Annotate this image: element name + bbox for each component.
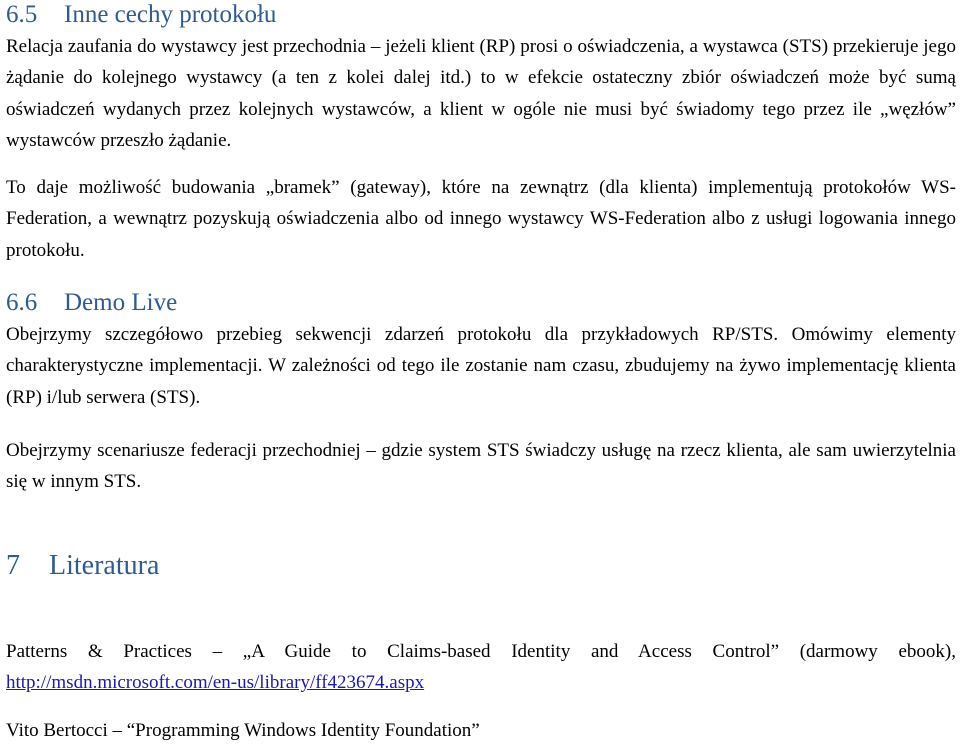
section-title: Inne cechy protokołu bbox=[64, 1, 277, 28]
section-number: 6.6 bbox=[6, 289, 38, 316]
section-heading-6-6 bbox=[6, 288, 177, 318]
section-heading-6-5 bbox=[6, 0, 276, 30]
reference-link-line bbox=[6, 667, 956, 698]
section-title: Demo Live bbox=[64, 289, 178, 316]
paragraph-demo-sequence: Obejrzymy szczegółowo przebieg sekwencji zdarzeń protokołu dla przykładowych RP/STS. Omówimy elementy charakterystyczne implementacji. W zależności od tego ile zostanie nam czasu, zbudujemy na żywo implementację klienta (RP) i/lub serwera (STS). bbox=[6, 324, 956, 408]
reference-link[interactable]: http://msdn.microsoft.com/en-us/library/ff423674.aspx bbox=[6, 672, 425, 694]
paragraph-demo-federation: Obejrzymy scenariusze federacji przechodniej – gdzie system STS świadczy usługę na rzecz klienta, ale sam uwierzytelnia się w innym STS. bbox=[6, 440, 956, 493]
section-heading-7 bbox=[6, 549, 159, 583]
paragraph-trust-chain: Relacja zaufania do wystawcy jest przechodnia – jeżeli klient (RP) prosi o oświadczenia, a wystawca (STS) przekieruje jego żądanie do kolejnego wystawcy (a ten z kolei dalej itd.) to w efekcie ostateczny zbiór oświadczeń może być sumą oświadczeń wydanych przez kolejnych wystawców, a klient w ogóle nie musi być świadomy tego przez ile „węzłów” wystawców przeszło żądanie. bbox=[6, 36, 956, 152]
reference-text: Patterns & Practices – „A Guide to Claims-based Identity and Access Control” (darmowy ebook), bbox=[6, 641, 956, 662]
reference-item-2: Vito Bertocci – “Programming Windows Identity Foundation” bbox=[6, 720, 480, 741]
section-number: 6.5 bbox=[6, 1, 38, 28]
paragraph-gateways: To daje możliwość budowania „bramek” (gateway), które na zewnątrz (dla klienta) implementują protokołów WS-Federation, a wewnątrz pozyskują oświadczenia albo od innego wystawcy WS-Federation albo z usługi logowania innego protokołu. bbox=[6, 177, 956, 261]
reference-item-1 bbox=[6, 636, 956, 699]
section-number: 7 bbox=[6, 550, 20, 581]
section-title: Literatura bbox=[49, 550, 160, 581]
